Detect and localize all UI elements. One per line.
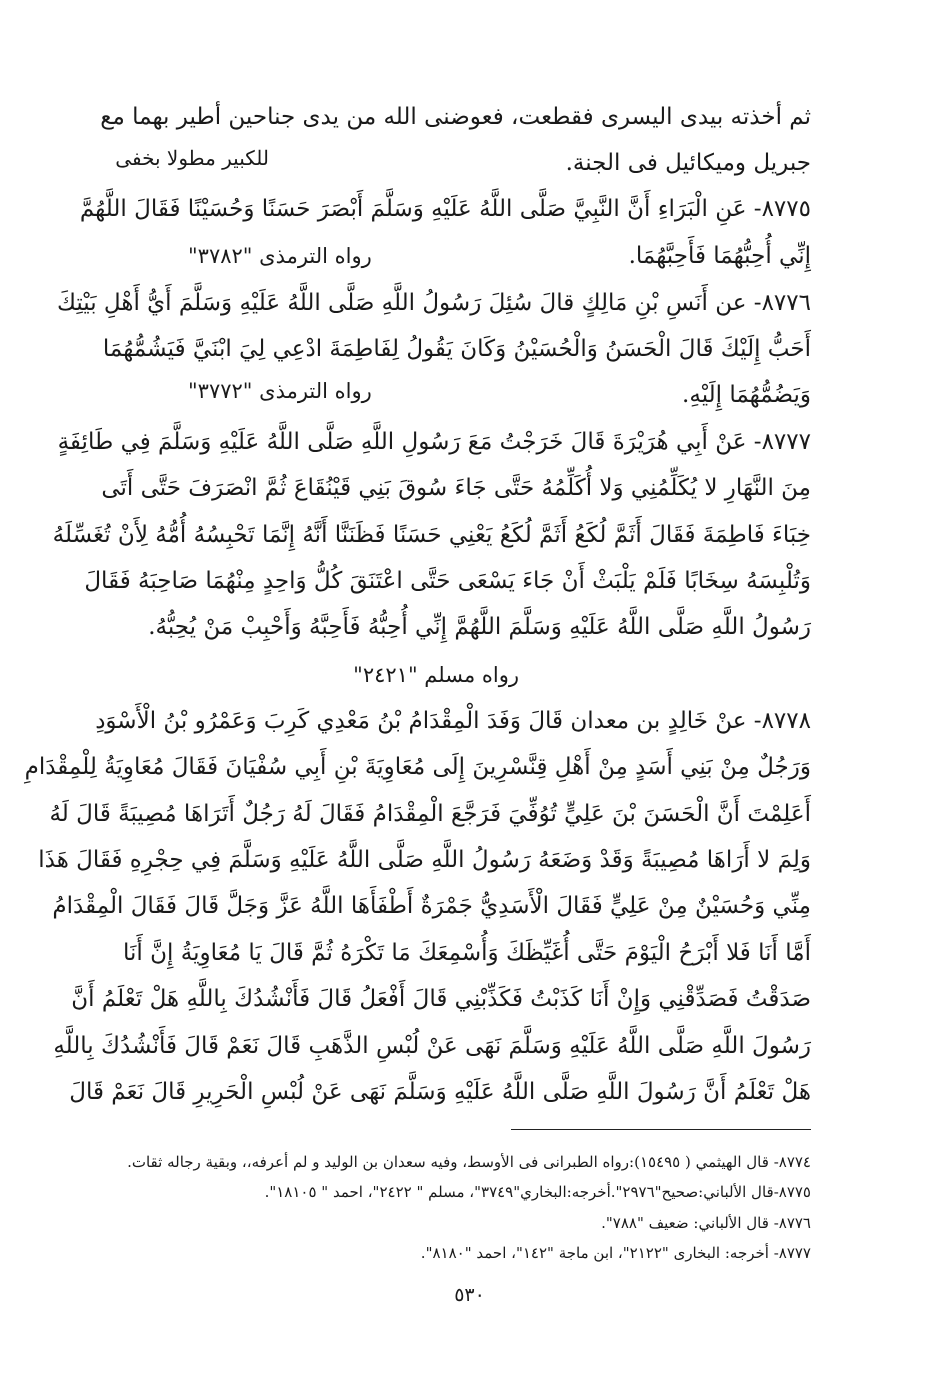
text-line: أَعَلِمْتَ أَنَّ الْحَسَنَ بْنَ عَلِيٍّ تُوُفِّيَ فَرَجَّعَ الْمِقْدَامُ فَقَالَ لَهُ رَجُلٌ أَتَرَاهَا مُصِيبَةً قَالَ لَهُ <box>49 801 811 827</box>
text-line: ثم أخذته بيدى اليسرى فقطعت، فعوضنى الله من يدى جناحين أطير بهما مع <box>100 104 811 130</box>
hadith-8776-line: ٨٧٧٦- عن أَنَسِ بْنِ مَالِكٍ قالَ سُئِلَ رَسُولُ اللَّهِ صَلَّى اللَّهُ عَلَيْهِ وَسَلَّمَ أَيُّ أَهْلِ بَيْتِكَ <box>56 290 811 316</box>
hadith-8778-line: ٨٧٧٨- عنْ خَالِدٍ بن معدان قَالَ وَفَدَ الْمِقْدَامُ بْنُ مَعْدِي كَرِبَ وَعَمْرُو بْنُ الْأَسْوَدِ <box>95 708 811 734</box>
footnote: ٨٧٧٤- قال الهيثمي ( ١٥٤٩٥):رواه الطبرانى فى الأوسط، وفيه سعدان بن الوليد و لم أعرفه،، وبقية رجاله ثقات. <box>127 1153 811 1171</box>
text-line: صَدَقْتُ فَصَدِّقْنِي وَإِنْ أَنَا كَذَبْتُ فَكَذِّبْنِي قَالَ أَفْعَلُ قَالَ فَأَنْشُدُكَ بِاللَّهِ هَلْ تَعْلَمُ أَنَّ <box>71 986 811 1012</box>
text-line: وَيَضُمُّهُمَا إِلَيْهِ. <box>682 382 811 408</box>
text-line: جبريل وميكائيل فى الجنة. <box>565 150 811 176</box>
hadith-8775-line: ٨٧٧٥- عَنِ الْبَرَاءِ أَنَّ النَّبِيَّ صَلَّى اللَّهُ عَلَيْهِ وَسَلَّمَ أَبْصَرَ حَسَنًا وَحُسَيْنًا فَقَالَ اللَّهُمَّ <box>79 196 811 222</box>
source-note: رواه الترمذى "٣٧٧٢" <box>188 379 372 403</box>
text-line: هَلْ تَعْلَمُ أَنَّ رَسُولَ اللَّهِ صَلَّى اللَّهُ عَلَيْهِ وَسَلَّمَ نَهَى عَنْ لُبْسِ الْحَرِيرِ قَالَ نَعَمْ قَالَ <box>69 1079 811 1105</box>
text-line: أَحَبُّ إِلَيْكَ قَالَ الْحَسَنُ وَالْحُسَيْنُ وَكَانَ يَقُولُ لِفَاطِمَةَ ادْعِي لِيَ ابْنَيَّ فَيَشُمُّهُمَا <box>102 336 811 362</box>
text-line: أَمَّا أَنَا فَلا أَبْرَحُ الْيَوْمَ حَتَّى أُغَيِّظَكَ وَأُسْمِعَكَ مَا تَكْرَهُ ثُمَّ قَالَ يَا مُعَاوِيَةُ إِنَّ أَنَا <box>123 940 811 966</box>
text-line: مِنِّي وَحُسَيْنٌ مِنْ عَلِيٍّ فَقَالَ الْأَسَدِيُّ جَمْرَةٌ أَطْفَأَهَا اللَّهُ عَزَّ وَجَلَّ قَالَ فَقَالَ الْمِقْدَامُ <box>52 893 811 919</box>
footnote-divider <box>511 1129 811 1130</box>
footnote: ٨٧٧٥-قال الألباني:صحيح"٢٩٧٦".أخرجه:البخاري"٣٧٤٩"، مسلم " ٢٤٢٢"، احمد " ١٨١٠٥". <box>264 1183 811 1201</box>
source-note: رواه مسلم "٢٤٢١" <box>353 663 519 687</box>
footnote: ٨٧٧٧- أخرجه: البخارى "٢١٢٢"، ابن ماجة "١٤٢"، احمد "٨١٨٠". <box>420 1244 811 1262</box>
footnote: ٨٧٧٦- قال الألباني: ضعيف "٧٨٨". <box>601 1214 811 1232</box>
text-line: إِنِّي أُحِبُّهُمَا فَأَحِبَّهُمَا. <box>628 243 811 269</box>
text-line: رَسُولَ اللَّهِ صَلَّى اللَّهُ عَلَيْهِ وَسَلَّمَ نَهَى عَنْ لُبْسِ الذَّهَبِ قَالَ نَعَمْ قَالَ فَأَنْشُدُكَ بِاللَّهِ <box>53 1033 811 1059</box>
inline-note: للكبير مطولا بخفى <box>115 146 269 170</box>
text-line: وَلِمَ لا أَرَاهَا مُصِيبَةً وَقَدْ وَضَعَهُ رَسُولُ اللَّهِ صَلَّى اللَّهُ عَلَيْهِ وَسَلَّمَ فِي حِجْرِهِ فَقَالَ هَذَا <box>38 847 811 873</box>
text-line: وَرَجُلٌ مِنْ بَنِي أَسَدٍ مِنْ أَهْلِ قِنَّسْرِينَ إِلَى مُعَاوِيَةَ بْنِ أَبِي سُفْيَانَ فَقَالَ مُعَاوِيَةُ لِلْمِقْدَامِ <box>24 754 811 780</box>
text-line: خِبَاءَ فَاطِمَةَ فَقَالَ أَثَمَّ لُكَعُ أَثَمَّ لُكَعُ يَعْنِي حَسَنًا فَظَنَنَّا أَنَّهُ إِنَّمَا تَحْبِسُهُ أُمُّهُ لِأَنْ تُغَسِّلَهُ <box>52 522 811 548</box>
text-line: رَسُولُ اللَّهِ صَلَّى اللَّهُ عَلَيْهِ وَسَلَّمَ اللَّهُمَّ إِنِّي أُحِبُّهُ فَأَحِبَّهُ وَأَحْبِبْ مَنْ يُحِبُّهُ. <box>148 614 811 640</box>
text-line: مِنَ النَّهَارِ لا يُكَلِّمُنِي وَلا أُكَلِّمُهُ حَتَّى جَاءَ سُوقَ بَنِي قَيْنُقَاعَ ثُمَّ انْصَرَفَ حَتَّى أَتَى <box>101 475 811 501</box>
hadith-8777-line: ٨٧٧٧- عَنْ أَبِي هُرَيْرَةَ قَالَ خَرَجْتُ مَعَ رَسُولِ اللَّهِ صَلَّى اللَّهُ عَلَيْهِ وَسَلَّمَ فِي طَائِفَةٍ <box>57 429 811 455</box>
source-note: رواه الترمذى "٣٧٨٢" <box>188 244 372 268</box>
text-line: وَتُلْبِسَهُ سِخَابًا فَلَمْ يَلْبَثْ أَنْ جَاءَ يَسْعَى حَتَّى اعْتَنَقَ كُلُّ وَاحِدٍ مِنْهُمَا صَاحِبَهُ فَقَالَ <box>84 568 811 594</box>
page-number: ٥٣٠ <box>454 1284 485 1306</box>
